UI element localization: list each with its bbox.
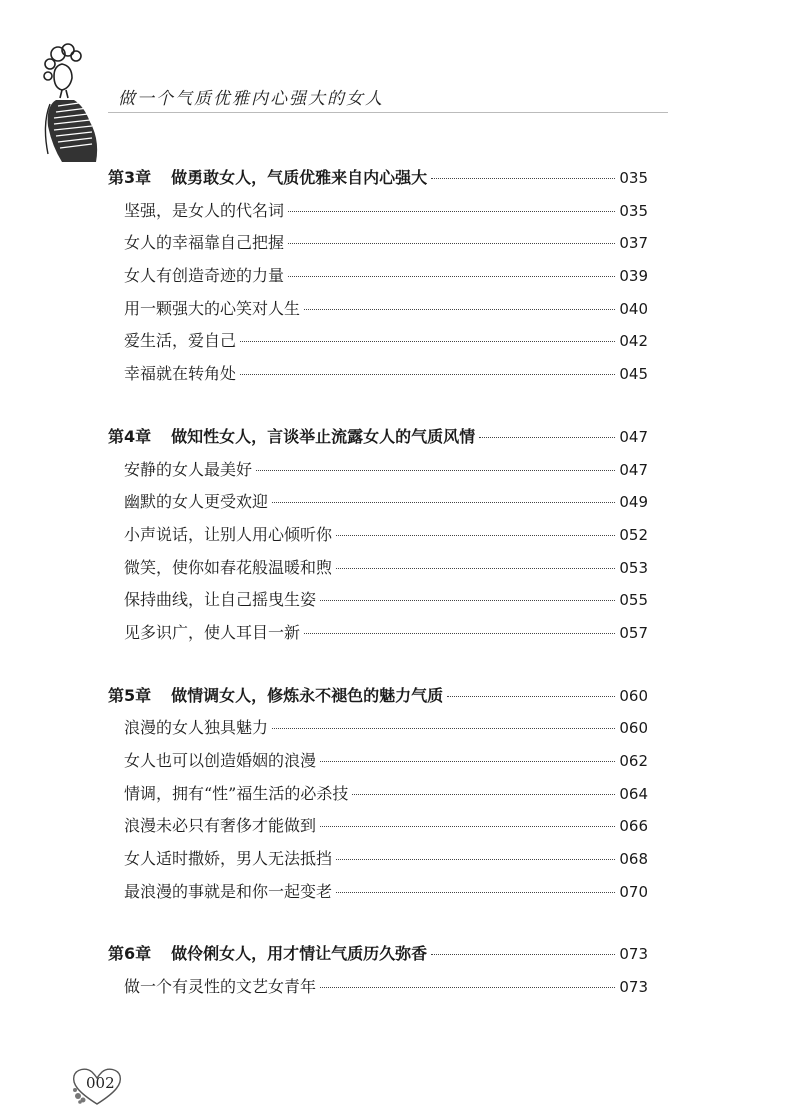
dot-leader (288, 276, 615, 277)
chapter-number: 第3章 (108, 168, 152, 187)
chapter-heading[interactable] (108, 162, 648, 195)
page-number: 047 (619, 460, 648, 479)
section-entry[interactable] (108, 778, 648, 811)
page-number: 055 (619, 591, 648, 610)
chapter-6 (108, 938, 648, 1003)
dot-leader (240, 341, 615, 342)
page-number: 068 (619, 850, 648, 869)
dot-leader (320, 761, 615, 762)
section-title: 见多识广，使人耳目一新 (124, 622, 301, 642)
dot-leader (320, 600, 615, 601)
dot-leader (447, 696, 615, 697)
page-number: 060 (619, 719, 648, 738)
chapter-title: 做知性女人，言谈举止流露女人的气质风情 (171, 426, 476, 446)
woman-illustration-icon (38, 42, 110, 166)
page-number: 062 (619, 752, 648, 770)
section-title: 用一颗强大的心笑对人生 (124, 298, 301, 318)
section-entry[interactable] (108, 971, 648, 1004)
page-number: 073 (619, 978, 648, 997)
page-number: 060 (619, 686, 648, 705)
chapter-title: 做勇敢女人，气质优雅来自内心强大 (171, 168, 428, 187)
section-entry[interactable] (108, 454, 648, 487)
page-number: 057 (619, 623, 648, 642)
book-title: 做一个气质优雅内心强大的女人 (118, 89, 384, 109)
section-entry[interactable] (108, 325, 648, 358)
page-number: 040 (619, 299, 648, 318)
page-number: 049 (619, 493, 648, 512)
section-title: 最浪漫的事就是和你一起变老 (124, 881, 333, 901)
section-title: 做一个有灵性的文艺女青年 (124, 977, 317, 997)
header-divider (108, 112, 668, 113)
dot-leader (431, 954, 615, 955)
chapter-3 (108, 162, 648, 391)
dot-leader (320, 987, 615, 988)
page-number: 053 (619, 558, 648, 577)
section-entry[interactable] (108, 617, 648, 650)
section-title: 情调，拥有“性”福生活的必杀技 (124, 783, 349, 803)
section-entry[interactable] (108, 519, 648, 552)
section-entry[interactable] (108, 486, 648, 519)
section-entry[interactable] (108, 712, 648, 745)
section-title: 微笑，使你如春花般温暖和煦 (124, 557, 333, 577)
dot-leader (479, 437, 615, 438)
dot-leader (320, 826, 615, 827)
dot-leader (256, 470, 615, 471)
page-number: 070 (619, 882, 648, 901)
page-number: 066 (619, 817, 648, 836)
dot-leader (336, 892, 615, 893)
page-number: 039 (619, 267, 648, 286)
chapter-title: 做情调女人，修炼永不褪色的魅力气质 (171, 685, 444, 705)
section-entry[interactable] (108, 293, 648, 326)
page-number: 047 (619, 427, 648, 446)
section-title: 幸福就在转角处 (124, 364, 237, 384)
chapter-heading[interactable] (108, 938, 648, 971)
section-entry[interactable] (108, 195, 648, 228)
section-title: 爱生活，爱自己 (124, 331, 237, 351)
page-number: 064 (619, 784, 648, 803)
section-title: 保持曲线，让自己摇曳生姿 (124, 590, 317, 610)
chapter-number: 第5章 (108, 685, 152, 705)
section-entry[interactable] (108, 552, 648, 585)
dot-leader (272, 728, 615, 729)
dot-leader (336, 859, 615, 860)
dot-leader (288, 243, 615, 244)
dot-leader (431, 178, 615, 179)
table-of-contents (108, 162, 648, 1034)
section-entry[interactable] (108, 810, 648, 843)
chapter-number: 第6章 (108, 944, 152, 964)
page-number: 037 (619, 234, 648, 253)
section-entry[interactable] (108, 843, 648, 876)
page-number: 052 (619, 525, 648, 544)
section-entry[interactable] (108, 584, 648, 617)
section-entry[interactable] (108, 745, 648, 778)
page-number: 042 (619, 332, 648, 351)
dot-leader (272, 502, 615, 503)
page-number: 073 (619, 945, 648, 964)
dot-leader (304, 309, 615, 310)
section-entry[interactable] (108, 260, 648, 293)
dot-leader (352, 794, 615, 795)
section-title: 浪漫的女人独具魅力 (124, 718, 269, 738)
section-title: 浪漫未必只有奢侈才能做到 (124, 816, 317, 836)
section-title: 女人也可以创造婚姻的浪漫 (124, 751, 317, 770)
section-entry[interactable] (108, 227, 648, 260)
dot-leader (336, 568, 615, 569)
chapter-5 (108, 680, 648, 909)
chapter-4 (108, 421, 648, 650)
chapter-number: 第4章 (108, 426, 152, 446)
dot-leader (304, 633, 615, 634)
page-number: 035 (619, 201, 648, 220)
chapter-title: 做伶俐女人，用才情让气质历久弥香 (171, 944, 428, 964)
section-title: 安静的女人最美好 (124, 459, 253, 479)
dot-leader (288, 211, 615, 212)
dot-leader (240, 374, 615, 375)
dot-leader (336, 535, 615, 536)
section-title: 女人的幸福靠自己把握 (124, 233, 285, 253)
folio-page-number: 002 (86, 1074, 115, 1092)
page-number: 045 (619, 365, 648, 384)
section-entry[interactable] (108, 358, 648, 391)
section-title: 女人适时撒娇，男人无法抵挡 (124, 849, 333, 869)
section-title: 幽默的女人更受欢迎 (124, 492, 269, 512)
section-title: 女人有创造奇迹的力量 (124, 266, 285, 286)
page-number: 035 (619, 169, 648, 187)
chapter-heading[interactable] (108, 421, 648, 454)
section-title: 小声说话，让别人用心倾听你 (124, 524, 333, 544)
section-entry[interactable] (108, 876, 648, 909)
chapter-heading[interactable] (108, 680, 648, 713)
section-title: 坚强，是女人的代名词 (124, 200, 285, 220)
